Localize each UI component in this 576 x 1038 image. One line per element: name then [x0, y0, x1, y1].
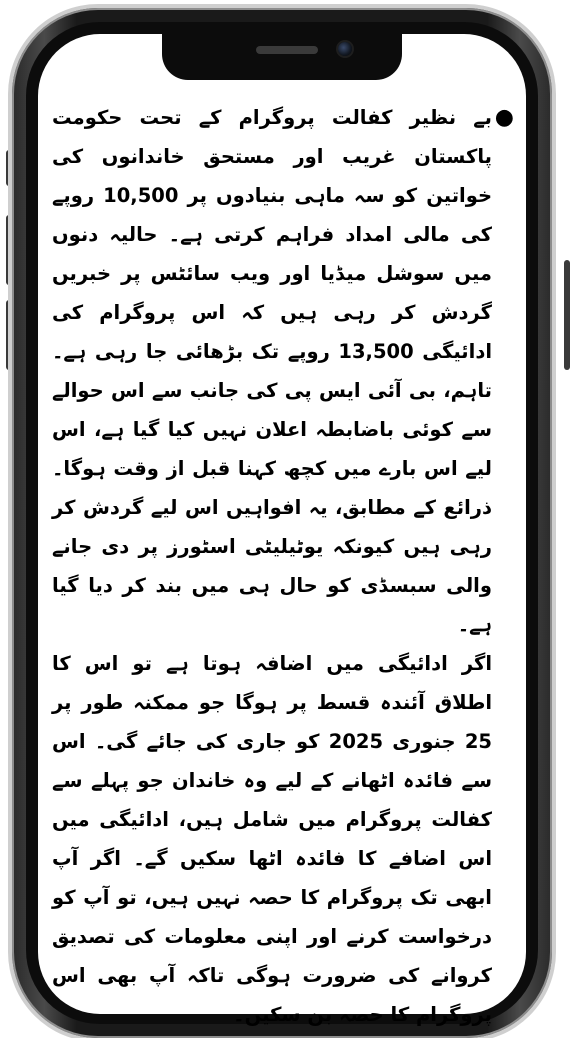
phone-frame [12, 8, 552, 1038]
power-button [564, 260, 570, 370]
front-camera-icon [338, 42, 352, 56]
article-body [52, 98, 514, 1034]
article-paragraph-1: بے نظیر کفالت پروگرام کے تحت حکومت پاکستان غریب اور مستحق خاندانوں کی خواتین کو سہ ماہی بنیادوں پر 10,500 روپے کی مالی امداد فراہم کرتی ہے۔ حالیہ دنوں میں سوشل میڈیا اور ویب سائٹس پر خبریں گردش کر رہی ہیں کہ اس پروگرام کی ادائیگی 13,500 روپے تک بڑھائی جا رہی ہے۔ تاہم، بی آئی ایس پی کی جانب سے اس حوالے سے کوئی باضابطہ اعلان نہیں کیا گیا ہے، اس لیے اس بارے میں کچھ کہنا قبل از وقت ہوگا۔ ذرائع کے مطابق، یہ افواہیں اس لیے گردش کر رہی ہیں کیونکہ یوٹیلیٹی اسٹورز پر دی جانے والی سبسڈی کو حال ہی میں بند کر دیا گیا ہے۔ [52, 106, 493, 636]
article-paragraph-2: اگر ادائیگی میں اضافہ ہوتا ہے تو اس کا اطلاق آئندہ قسط پر ہوگا جو ممکنہ طور پر 25 جنوری 2025 کو جاری کی جائے گی۔ اس سے فائدہ اٹھانے کے لیے وہ خاندان جو پہلے سے کفالت پروگرام میں شامل ہیں، ادائیگی میں اس اضافے کا فائدہ اٹھا سکیں گے۔ اگر آپ ابھی تک پروگرام کا حصہ نہیں ہیں، تو آپ کو درخواست کرنے اور اپنی معلومات کی تصدیق کروانے کی ضرورت ہوگی تاکہ آپ بھی اس پروگرام کا حصہ بن سکیں۔ [52, 652, 492, 1026]
speaker-grille [256, 46, 318, 54]
notch [162, 32, 402, 80]
bullet-icon: ● [494, 105, 514, 130]
phone-screen[interactable] [38, 34, 526, 1026]
bullet-list-item [52, 98, 514, 644]
